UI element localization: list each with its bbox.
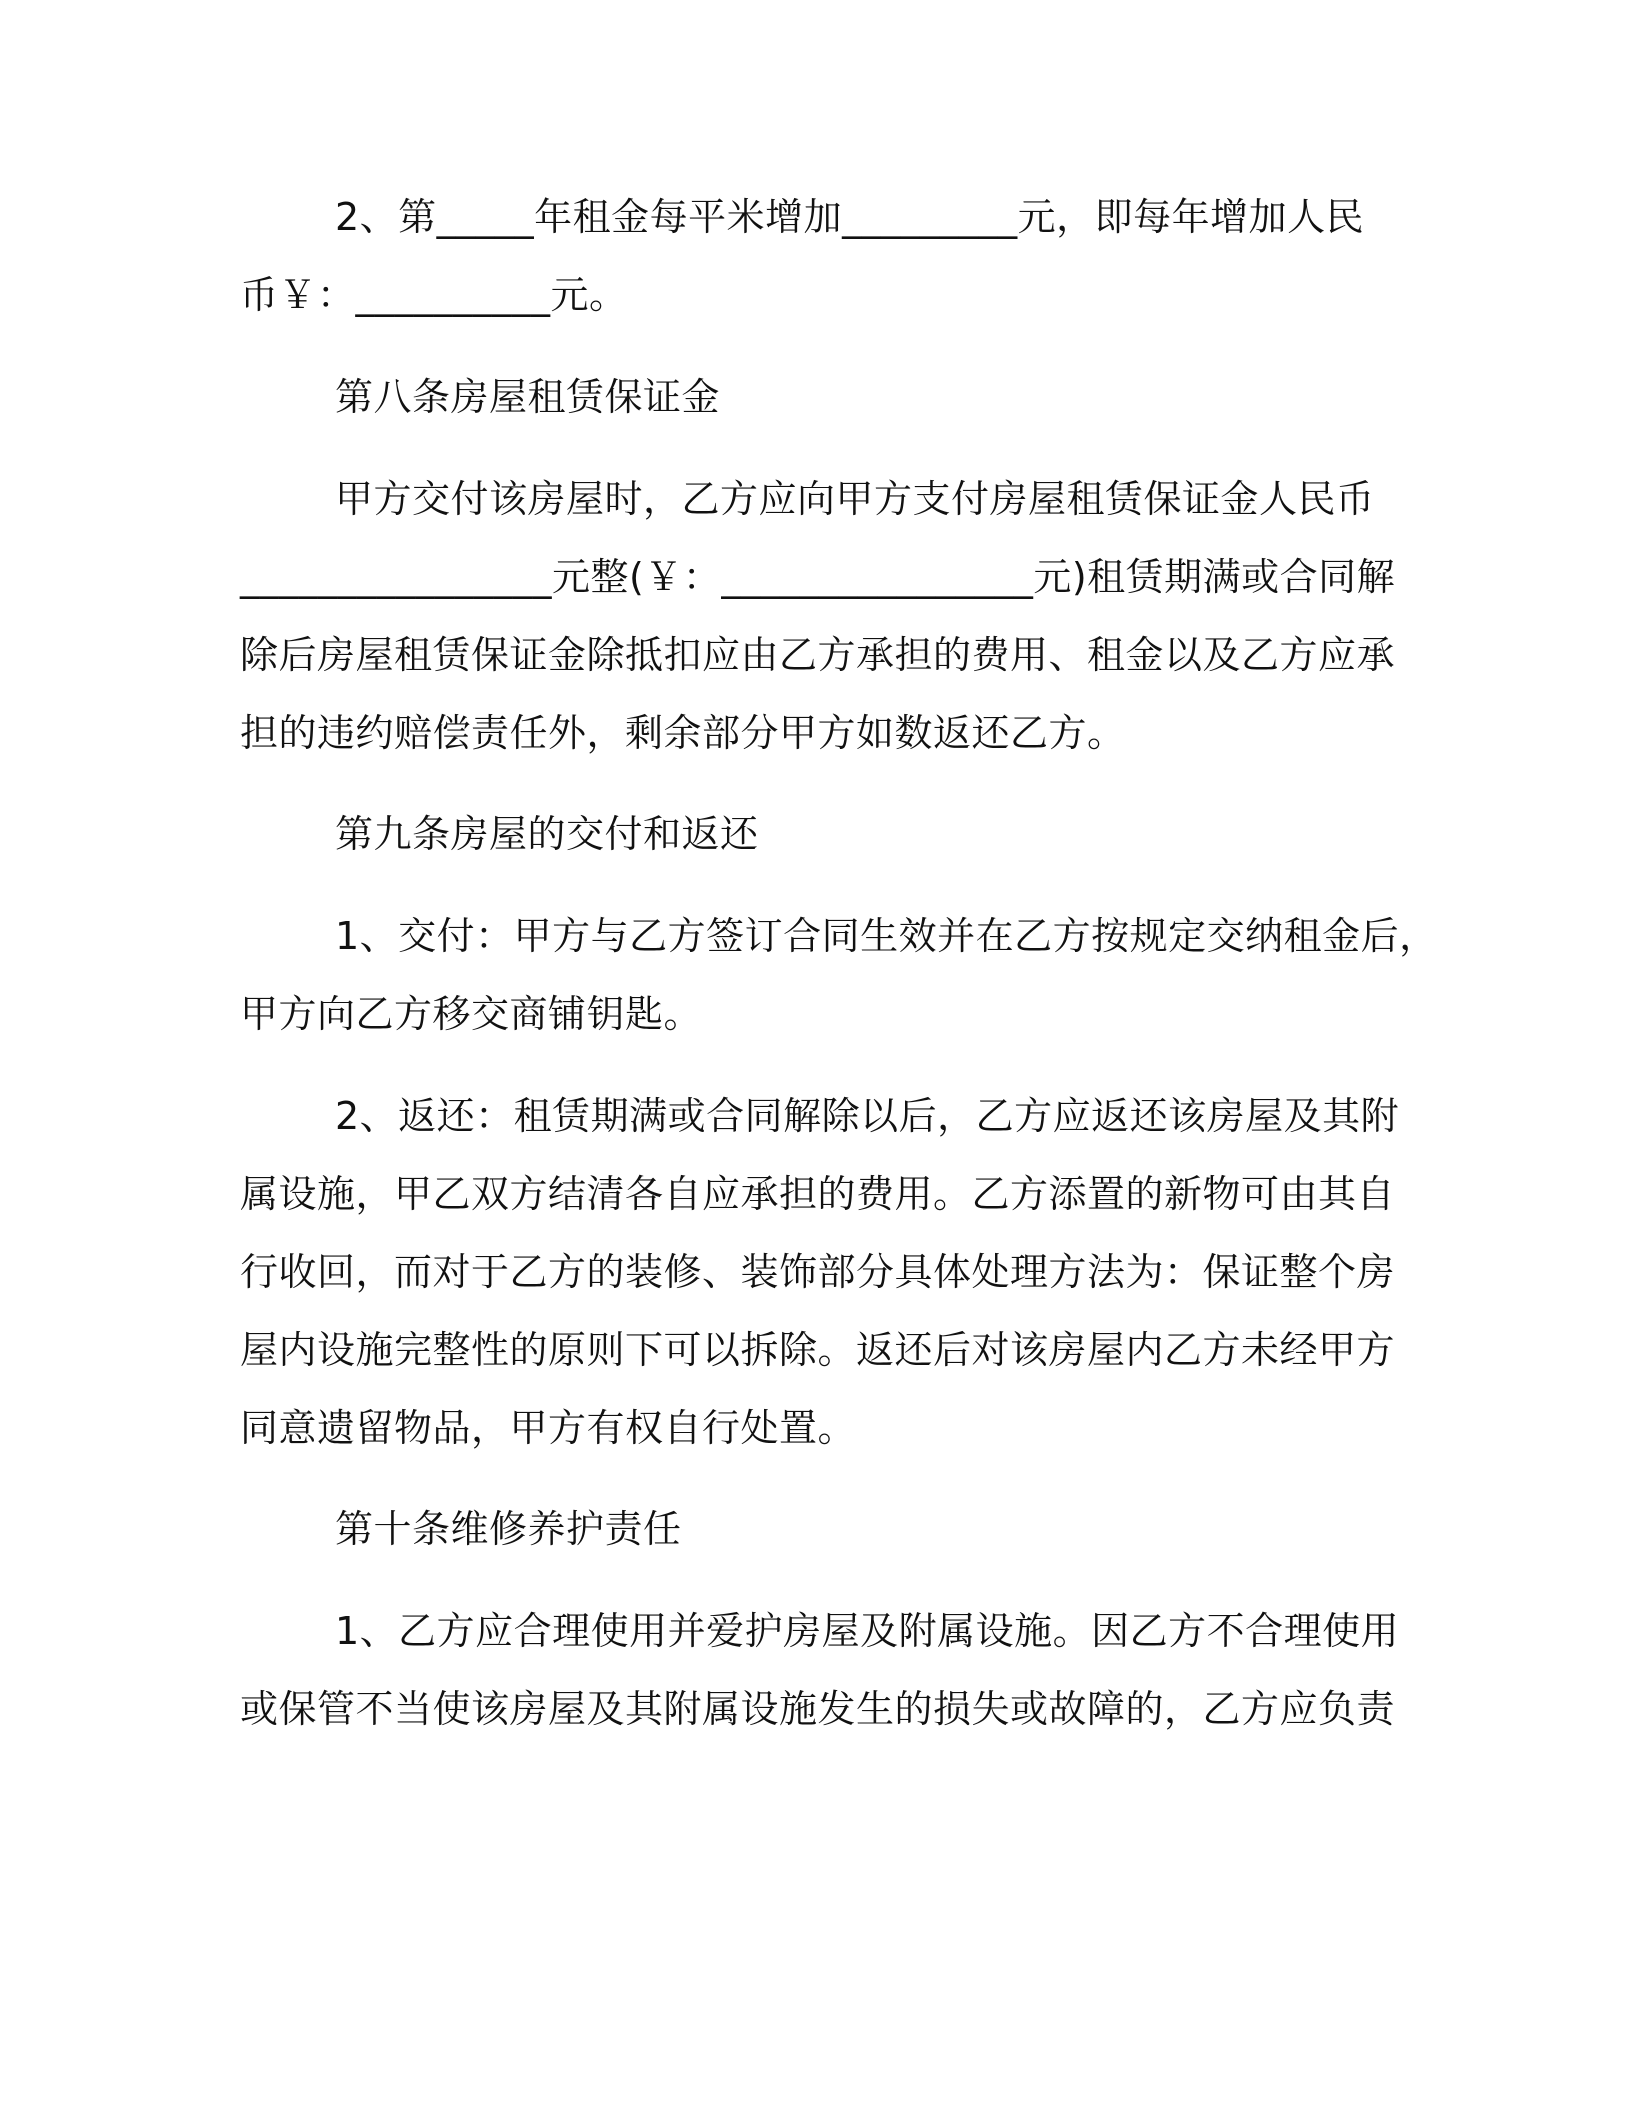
rent-increase-line-2: 币￥：__________元。 (240, 273, 628, 317)
article-9-delivery-line-2: 甲方向乙方移交商铺钥匙。 (240, 992, 703, 1036)
article-10-item-1-line-2: 或保管不当使该房屋及其附属设施发生的损失或故障的，乙方应负责 (240, 1687, 1396, 1731)
article-10-item-1-line-1: 1、乙方应合理使用并爱护房屋及附属设施。因乙方不合理使用 (335, 1609, 1400, 1653)
article-10-heading: 第十条维修养护责任 (335, 1507, 682, 1551)
article-9-return-line-5: 同意遗留物品，甲方有权自行处置。 (240, 1406, 857, 1450)
article-9-return-line-1: 2、返还：租赁期满或合同解除以后，乙方应返还该房屋及其附 (335, 1094, 1400, 1138)
article-9-return-line-2: 属设施，甲乙双方结清各自应承担的费用。乙方添置的新物可由其自 (240, 1172, 1396, 1216)
article-9-return-line-3: 行收回，而对于乙方的装修、装饰部分具体处理方法为：保证整个房 (240, 1250, 1396, 1294)
article-9-delivery-line-1: 1、交付：甲方与乙方签订合同生效并在乙方按规定交纳租金后， (335, 914, 1438, 958)
article-8-body-line-1: 甲方交付该房屋时，乙方应向甲方支付房屋租赁保证金人民币 (335, 477, 1375, 521)
article-9-heading: 第九条房屋的交付和返还 (335, 812, 759, 856)
article-9-return-line-4: 屋内设施完整性的原则下可以拆除。返还后对该房屋内乙方未经甲方 (240, 1328, 1396, 1372)
article-8-body-line-2: ________________元整(￥：________________元)租赁期满或合同解 (240, 555, 1396, 599)
article-8-body-line-3: 除后房屋租赁保证金除抵扣应由乙方承担的费用、租金以及乙方应承 (240, 633, 1396, 677)
article-8-heading: 第八条房屋租赁保证金 (335, 375, 721, 419)
article-8-body-line-4: 担的违约赔偿责任外，剩余部分甲方如数返还乙方。 (240, 711, 1126, 755)
rent-increase-line-1: 2、第_____年租金每平米增加_________元，即每年增加人民 (335, 195, 1365, 239)
